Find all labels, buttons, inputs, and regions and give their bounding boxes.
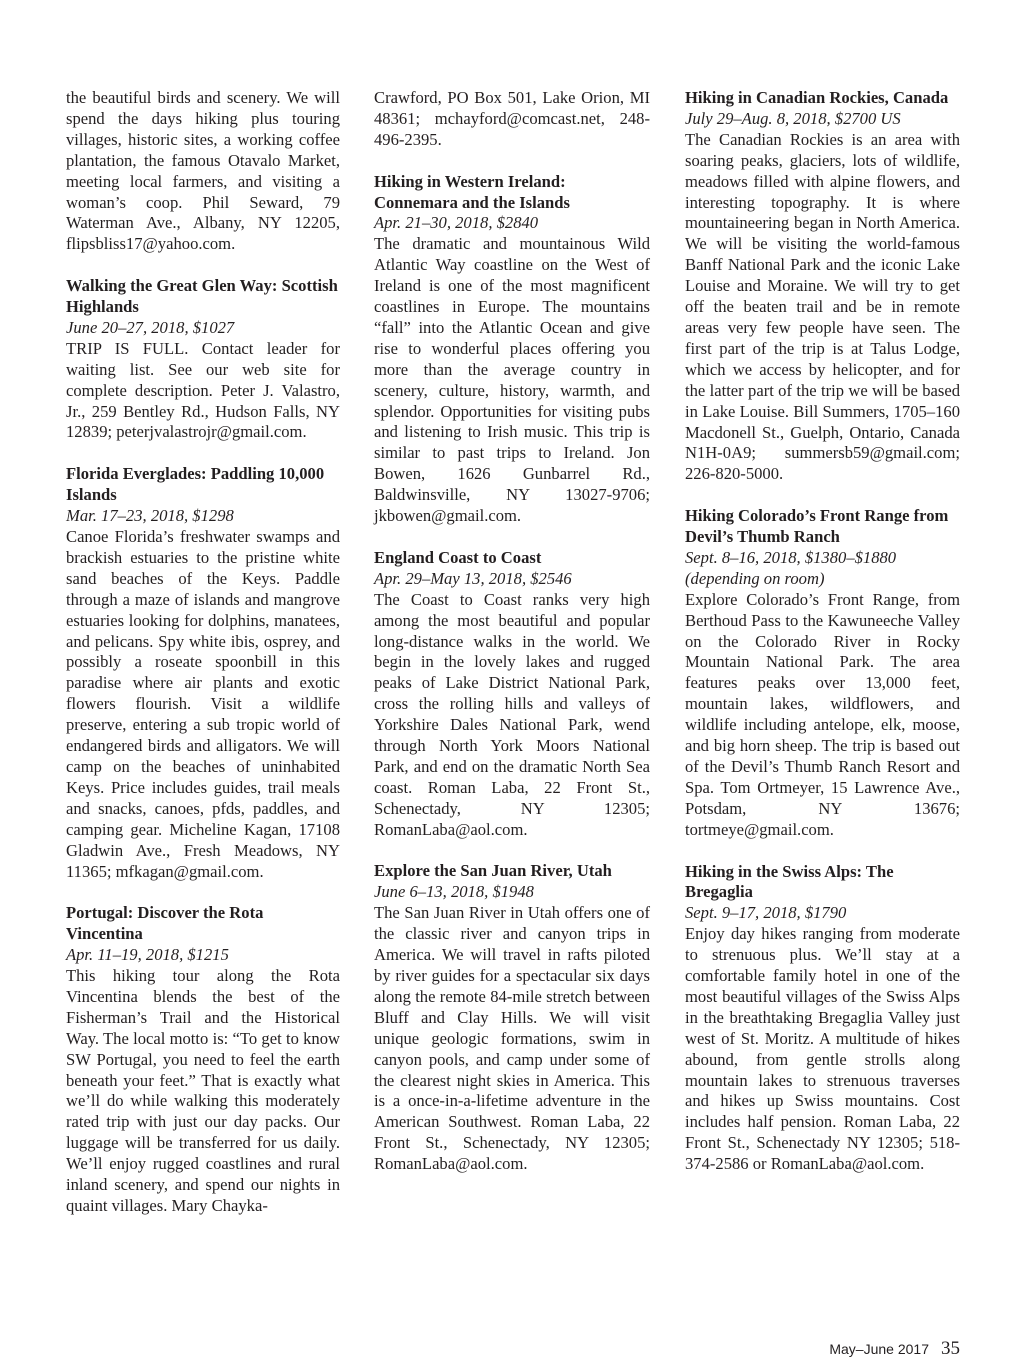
trip-title: Explore the San Juan River, Utah [374,861,612,881]
trip-dates-price: Apr. 11–19, 2018, $1215 [66,945,229,965]
trip-listing [66,464,340,882]
trip-title: England Coast to Coast [374,547,542,567]
trip-dates-price: Sept. 9–17, 2018, $1790 [685,903,847,923]
trip-listing [66,903,340,1217]
trip-description: TRIP IS FULL. Contact leader for waiting list. See our web site for complete description. Peter J. Valastro, Jr., 259 Bentley Rd., Hudson Falls, NY 12839; peterjvalastrojr@gmail.com. [66,338,340,442]
trip-description: The Canadian Rockies is an area with soaring peaks, glaciers, lots of wildlife, meadows filled with alpine flowers, and interesting topography. It is where mountaineering began in North America. We will be visiting the world-famous Banff National Park and the iconic Lake Louise and Moraine. We will try to get off the beaten trail and be in remote areas very few people have seen. The first part of the trip is at Talus Lodge, which we access by helicopter, and for the latter part of the trip we will be based in Lake Louise. Bill Summers, 1705–160 Macdonell St., Guelph, Ontario, Canada N1H-0A9; summersb59@gmail.com; 226-820-5000. [685,129,960,484]
column-1 [66,88,340,1238]
page-number: 35 [941,1338,960,1359]
trip-listing [685,862,960,1176]
trip-listing [374,548,650,841]
continued-text: Crawford, PO Box 501, Lake Orion, MI 48361; mchayford@comcast.net, 248-496-2395. [374,88,650,149]
trip-title: Walking the Great Glen Way: Scottish Highlands [66,276,338,317]
trip-listing [685,506,960,841]
trip-description: Explore Colorado’s Front Range, from Berthoud Pass to the Kawuneeche Valley on the Colorado River in Rocky Mountain National Park. The area features peaks over 13,000 feet, mountain lakes, wildflowers, and wildlife including antelope, elk, moose, and big horn sheep. The trip is based out of the Devil’s Thumb Ranch Resort and Spa. Tom Ortmeyer, 15 Lawrence Ave., Potsdam, NY 13676; tortmeye@gmail.com. [685,589,960,839]
trip-listing [374,861,650,1175]
trip-dates-price: Apr. 21–30, 2018, $2840 [374,213,539,233]
trip-description: The dramatic and mountainous Wild Atlantic Way coastline on the West of Ireland is one of the most magnificent coastlines in Europe. The mountains “fall” into the Atlantic Ocean and give rise to wonderful places offering you more than the average country in scenery, culture, history, warmth, and splendor. Opportunities for visiting pubs and listening to Irish music. This trip is similar to past trips to Ireland. Jon Bowen, 1626 Gunbarrel Rd., Baldwinsville, NY 13027-9706; jkbowen@gmail.com. [374,234,650,526]
trip-listing [374,172,650,527]
trip-title: Hiking Colorado’s Front Range from Devil’s Thumb Ranch [685,506,949,547]
trip-title: Hiking in Western Ireland: Connemara and the Islands [374,171,570,212]
trip-title: Hiking in Canadian Rockies, Canada [685,88,949,107]
trip-dates-price: Mar. 17–23, 2018, $1298 [66,506,234,526]
trip-dates-price: June 20–27, 2018, $1027 [66,317,235,337]
trip-description: The Coast to Coast ranks very high among the most beautiful and popular long-distance walks in the world. We begin in the lovely lakes and rugged peaks of Lake District National Park, cross the rolling hills and valleys of Yorkshire Dales National Park, wend through North York Moors National Park, and end on the dramatic North Sea coast. Roman Laba, 22 Front St., Schenectady, NY 12305; RomanLaba@aol.com. [374,589,650,839]
issue-date: May–June 2017 [829,1341,929,1357]
trip-dates-price: Sept. 8–16, 2018, $1380–$1880 (depending on room) [685,547,897,588]
trip-listing [685,88,960,485]
trip-description: Enjoy day hikes ranging from moderate to strenuous plus. We’ll stay at a comfortable family hotel in one of the most beautiful villages of the Swiss Alps in the breathtaking Bregaglia Valley just west of St. Moritz. A multitude of hikes abound, from gentle strolls along mountain lakes to strenuous traverses and hikes up Swiss mountains. Cost includes half pension. Roman Laba, 22 Front St., Schenectady NY 12305; 518-374-2586 or RomanLaba@aol.com. [685,924,960,1174]
trip-dates-price: Apr. 29–May 13, 2018, $2546 [374,568,572,588]
trip-dates-price: June 6–13, 2018, $1948 [374,882,534,902]
trip-description: This hiking tour along the Rota Vincentina blends the best of the Fisherman’s Trail and the Historical Way. The local motto is: “To get to know SW Portugal, you need to feel the earth beneath your feet.” That is exactly what we’ll do while walking this moderately rated trip with just our day packs. Our luggage will be transferred for us daily. We’ll enjoy rugged coastlines and rural inland scenery, and spend our nights in quaint villages. Mary Chayka- [66,966,340,1215]
continued-text: the beautiful birds and scenery. We will spend the days hiking plus touring villages, historic sites, a working coffee plantation, the famous Otavalo Market, meeting local farmers, and visiting a woman’s coop. Phil Seward, 79 Waterman Ave., Albany, NY 12205, flipsbliss17@yahoo.com. [66,88,340,254]
column-3 [685,88,960,1196]
column-2 [374,88,650,1196]
trip-title: Florida Everglades: Paddling 10,000 Islands [66,464,325,505]
trip-title: Portugal: Discover the Rota Vincentina [66,903,264,944]
trip-listing [66,276,340,443]
page-footer [829,1338,960,1360]
trip-description: The San Juan River in Utah offers one of the classic river and canyon trips in America. We will travel in rafts piloted by river guides for a spectacular six days along the remote 84-mile stretch between Bluff and Clay Hills. We will visit unique geologic formations, swim in canyon pools, and camp under some of the clearest night skies in America. This is a once-in-a-lifetime adventure in the American Southwest. Roman Laba, 22 Front St., Schenectady, NY 12305; RomanLaba@aol.com. [374,903,650,1174]
trip-title: Hiking in the Swiss Alps: The Bregaglia [685,861,894,902]
trip-description: Canoe Florida’s freshwater swamps and brackish estuaries to the pristine white sand beaches of the Keys. Paddle through a maze of islands and mangrove estuaries looking for dolphins, manatees, and pelicans. Spy white ibis, osprey, and possibly a roseate spoonbill in this paradise where air plants and exotic flowers flourish. Visit a wildlife preserve, entering a sub tropic world of endangered birds and alligators. We will camp on the beaches of uninhabited Keys. Price includes guides, trail meals and snacks, canoes, pfds, paddles, and camping gear. Micheline Kagan, 17108 Gladwin Ave., Fresh Meadows, NY 11365; mfkagan@gmail.com. [66,527,340,881]
trip-dates-price: July 29–Aug. 8, 2018, $2700 US [685,108,901,128]
